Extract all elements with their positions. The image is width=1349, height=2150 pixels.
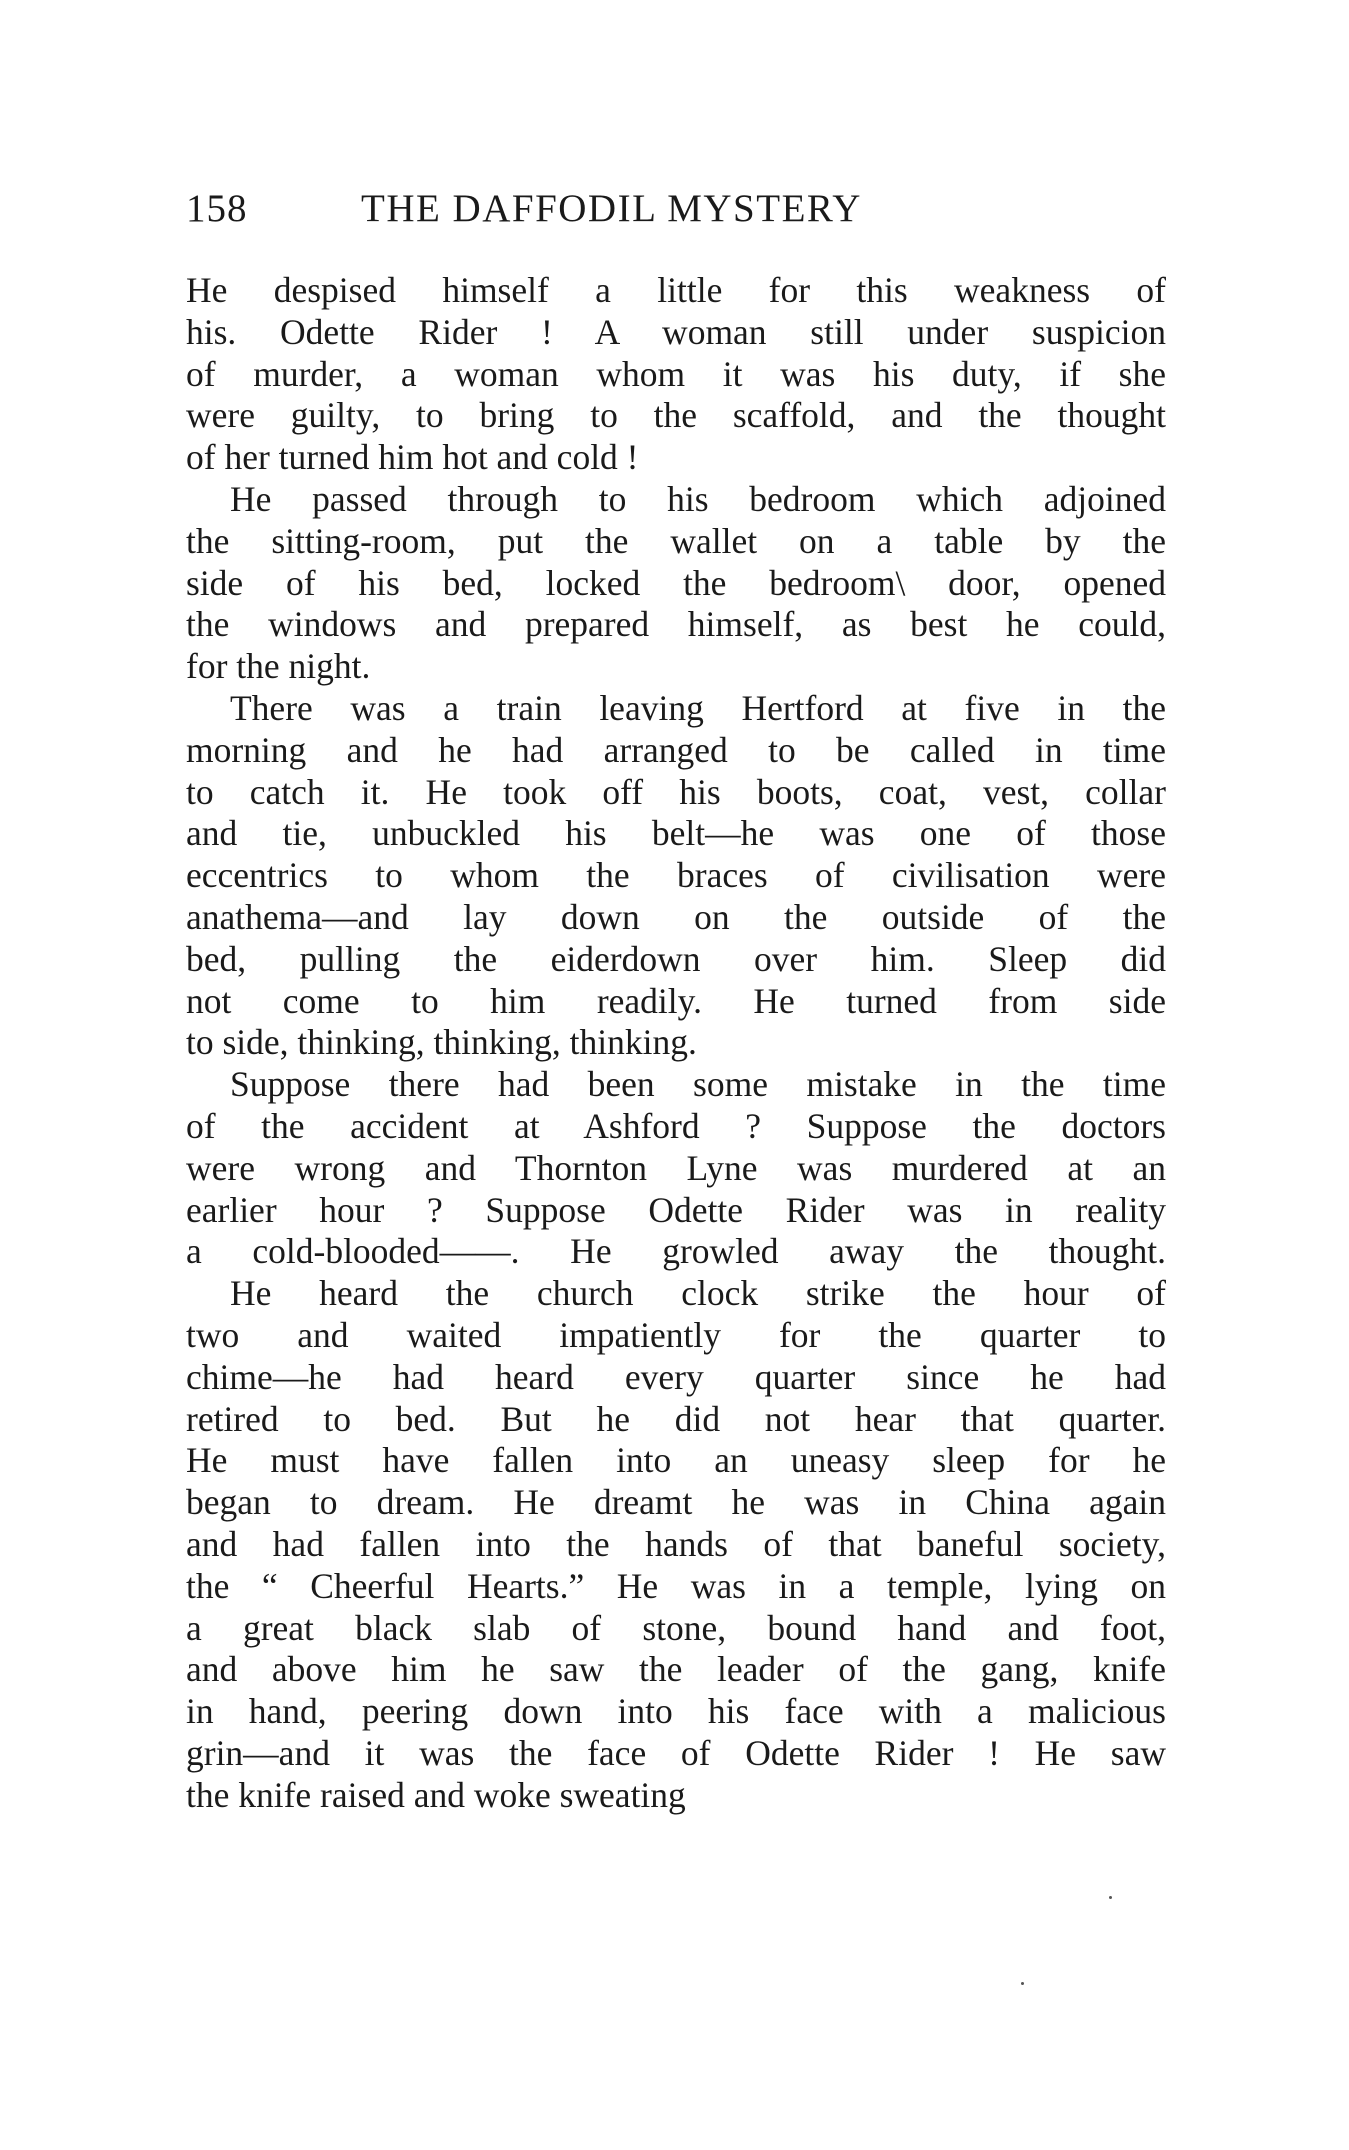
text-line: He must have fallen into an uneasy sleep for he bbox=[186, 1440, 1166, 1481]
text-line: a great black slab of stone, bound hand and foot, bbox=[186, 1607, 1166, 1648]
text-line: earlier hour ? Suppose Odette Rider was in reality bbox=[186, 1189, 1166, 1230]
text-line: were guilty, to bring to the scaffold, and the thought bbox=[186, 395, 1166, 436]
text-line: of murder, a woman whom it was his duty, if she bbox=[186, 353, 1166, 394]
running-head bbox=[186, 186, 1186, 238]
text-line: in hand, peering down into his face with a malicious bbox=[186, 1691, 1166, 1732]
body-text bbox=[186, 270, 1166, 1816]
text-line: of the accident at Ashford ? Suppose the doctors bbox=[186, 1105, 1166, 1146]
text-line: and above him he saw the leader of the gang, knife bbox=[186, 1649, 1166, 1690]
ink-speck bbox=[1021, 1982, 1024, 1985]
text-line: Suppose there had been some mistake in the time bbox=[230, 1064, 1166, 1105]
text-line: a cold-blooded——. He growled away the thought. bbox=[186, 1231, 1166, 1272]
text-line: He despised himself a little for this weakness of bbox=[186, 270, 1166, 310]
text-line: began to dream. He dreamt he was in China again bbox=[186, 1482, 1166, 1523]
text-line: to side, thinking, thinking, thinking. bbox=[186, 1022, 697, 1063]
text-line: two and waited impatiently for the quarter to bbox=[186, 1314, 1166, 1355]
text-line: were wrong and Thornton Lyne was murdered at an bbox=[186, 1147, 1166, 1188]
paragraph bbox=[186, 688, 1166, 1064]
text-line: morning and he had arranged to be called in time bbox=[186, 729, 1166, 770]
paragraph bbox=[186, 1273, 1166, 1816]
text-line: bed, pulling the eiderdown over him. Sleep did bbox=[186, 938, 1166, 979]
paragraph bbox=[186, 479, 1166, 688]
text-line: There was a train leaving Hertford at five in the bbox=[230, 687, 1166, 728]
paragraph bbox=[186, 1064, 1166, 1273]
text-line: the “ Cheerful Hearts.” He was in a temple, lying on bbox=[186, 1565, 1166, 1606]
text-line: to catch it. He took off his boots, coat, vest, collar bbox=[186, 771, 1166, 812]
text-line: his. Odette Rider ! A woman still under suspicion bbox=[186, 311, 1166, 352]
text-line: retired to bed. But he did not hear that quarter. bbox=[186, 1398, 1166, 1439]
ink-speck bbox=[1109, 1896, 1112, 1899]
book-title: THE DAFFODIL MYSTERY bbox=[361, 187, 862, 230]
text-line: not come to him readily. He turned from side bbox=[186, 980, 1166, 1021]
text-line: He passed through to his bedroom which adjoined bbox=[230, 478, 1166, 519]
text-line: grin—and it was the face of Odette Rider ! He saw bbox=[186, 1732, 1166, 1773]
text-line: chime—he had heard every quarter since he had bbox=[186, 1356, 1166, 1397]
text-line: for the night. bbox=[186, 646, 371, 687]
text-line: and tie, unbuckled his belt—he was one of those bbox=[186, 813, 1166, 854]
text-line: and had fallen into the hands of that baneful society, bbox=[186, 1523, 1166, 1564]
text-line: the sitting-room, put the wallet on a table by the bbox=[186, 520, 1166, 561]
text-line: side of his bed, locked the bedroom\ door, opened bbox=[186, 562, 1166, 603]
text-line: anathema—and lay down on the outside of the bbox=[186, 896, 1166, 937]
page-number: 158 bbox=[186, 187, 248, 230]
text-line: the windows and prepared himself, as best he could, bbox=[186, 604, 1166, 645]
text-line: of her turned him hot and cold ! bbox=[186, 437, 639, 478]
text-line: the knife raised and woke sweating bbox=[186, 1774, 686, 1815]
paragraph bbox=[186, 270, 1166, 479]
text-line: eccentrics to whom the braces of civilisation were bbox=[186, 855, 1166, 896]
text-line: He heard the church clock strike the hour of bbox=[230, 1273, 1166, 1314]
